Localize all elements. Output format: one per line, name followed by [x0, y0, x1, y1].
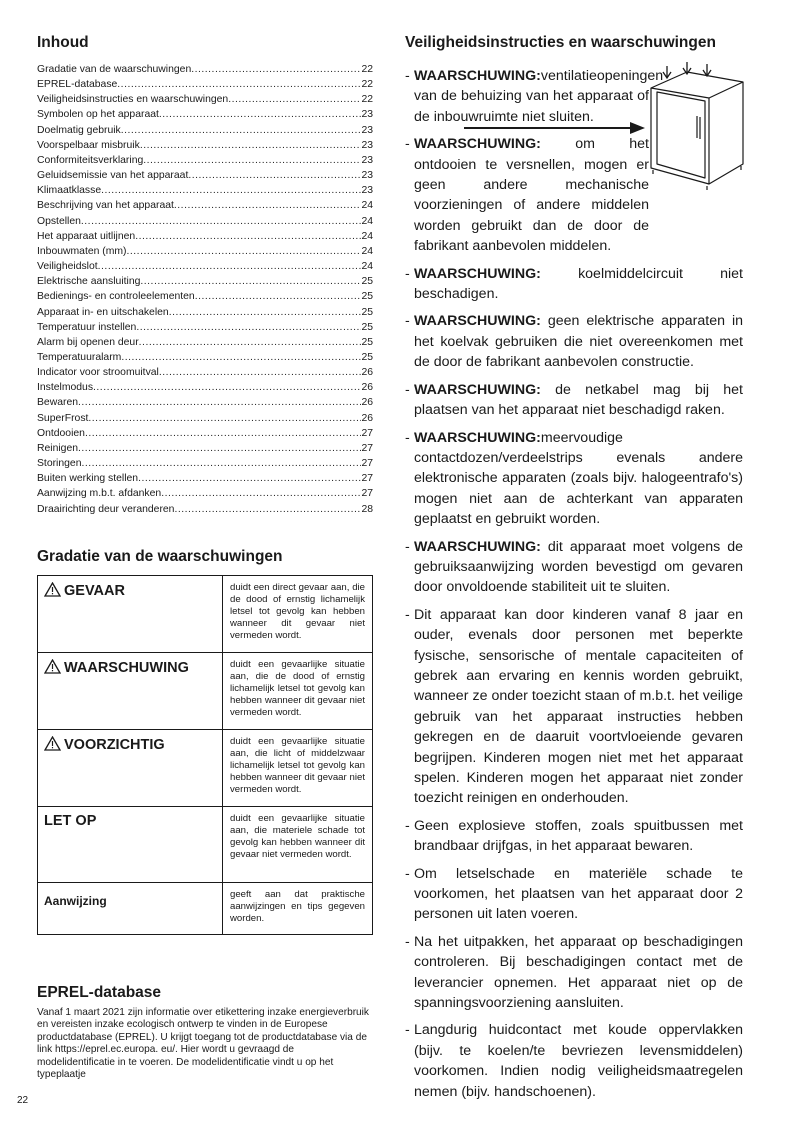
- toc-entry[interactable]: Veiligheidslot ..... 24: [37, 259, 373, 274]
- level-cell: [38, 576, 223, 653]
- item-text: Langdurig huidcontact met koude oppervlakken (bijv. te koelen/te bevriezen levensmiddelen) voorkomen. Indien nodig veiligheidsmaatregelen nemen (bijv. handschoenen).: [414, 1022, 743, 1100]
- level-label: GEVAAR: [64, 583, 125, 599]
- toc-entry[interactable]: Indicator voor stroomuitval ..... 26: [37, 365, 373, 380]
- warning-lead: WAARSCHUWING:: [414, 313, 541, 330]
- item-text: meervoudige contactdozen/verdeelstrips evenals andere elektronische apparaten (zoals bijv. halogeentrafo's) mogen niet aan de achterkant van apparaten geplaatst en gebruikt worden.: [414, 429, 743, 528]
- list-item: - Geen explosieve stoffen, zoals spuitbussen met brandbaar drijfgas, in het apparaat bewaren.: [405, 817, 743, 855]
- toc-entry[interactable]: Elektrische aansluiting ..... 25: [37, 274, 373, 289]
- warning-lead: WAARSCHUWING:: [414, 381, 541, 398]
- toc-entry[interactable]: Voorspelbaar misbruik ..... 23: [37, 138, 373, 153]
- warning-triangle-icon: [44, 659, 61, 674]
- level-description: geeft aan dat praktische aanwijzingen en tips gegeven worden.: [223, 883, 373, 935]
- table-row: [38, 653, 373, 730]
- toc-entry[interactable]: Aanwijzing m.b.t. afdanken ..... 27: [37, 486, 373, 501]
- list-item: - Na het uitpakken, het apparaat op beschadigingen controleren. Bij beschadigingen contact met de leverancier opnemen. Het apparaat niet op de spanningsvoorziening aansluiten.: [405, 933, 743, 1012]
- list-item: - WAARSCHUWING: geen elektrische apparaten in het koelvak gebruiken die niet overeenkomen met de door de fabrikant aanbevolen constructie.: [405, 313, 743, 371]
- eprel-body: Vanaf 1 maart 2021 zijn informatie over etikettering inzake energieverbruik en vereisten inzake ecologisch ontwerp te vinden in de Europese productdatabase (EPREL). U krijgt toegang tot de productdatabase via de link https://eprel.ec.europa. eu/. Hier wordt u gevraagd de modelidentificatie in te voeren. De modelidentificatie vindt u op het typeplaatje: [37, 1007, 369, 1081]
- toc-entry[interactable]: Conformiteitsverklaring ..... 23: [37, 153, 373, 168]
- item-text: om het ontdooien te versnellen, mogen er geen andere mechanische voorzieningen of andere middelen worden gebruikt dan de door de fabrikant aanbevolen middelen.: [414, 136, 649, 255]
- gradation-title: Gradatie van de waarschuwingen: [37, 548, 283, 565]
- item-text: ventilatieopeningen van de behuizing van het apparaat of de inbouwruimte niet sluiten.: [414, 68, 664, 125]
- level-cell: [38, 730, 223, 807]
- warning-lead: WAARSCHUWING:: [414, 265, 541, 282]
- gradation-table: [37, 575, 373, 935]
- safety-title: Veiligheidsinstructies en waarschuwingen: [405, 34, 716, 51]
- toc-entry[interactable]: Ontdooien ..... 27: [37, 426, 373, 441]
- level-label: VOORZICHTIG: [64, 737, 165, 753]
- level-description: duidt een gevaarlijke situatie aan, die licht of middelzwaar lichamelijk letsel tot gevolg kan hebben wanneer dit gevaar niet vermeden wordt.: [223, 730, 373, 807]
- level-description: duidt een direct gevaar aan, die de dood of ernstig lichamelijk letsel tot gevolg kan hebben wanneer dit gevaar niet vermeden wordt.: [223, 576, 373, 653]
- item-text: koelmiddelcircuit niet beschadigen.: [414, 265, 743, 303]
- toc-entry[interactable]: Storingen ..... 27: [37, 456, 373, 471]
- toc-entry[interactable]: Bewaren ..... 26: [37, 395, 373, 410]
- list-item: - WAARSCHUWING:meervoudige contactdozen/verdeelstrips evenals andere elektronische apparaten (zoals bijv. halogeentrafo's) mogen niet aan de achterkant van apparaten geplaatst en gebruikt worden.: [405, 429, 743, 528]
- toc-entry[interactable]: Klimaatklasse ..... 23: [37, 183, 373, 198]
- item-text: geen elektrische apparaten in het koelvak gebruiken die niet overeenkomen met de door de fabrikant aanbevolen constructie.: [414, 313, 743, 371]
- list-item: - Om letselschade en materiële schade te voorkomen, het plaatsen van het apparaat door 2 personen uit laten voeren.: [405, 865, 743, 923]
- arrow-right-icon: [464, 121, 646, 135]
- table-row: [38, 807, 373, 883]
- list-item: - Dit apparaat kan door kinderen vanaf 8 jaar en ouder, evenals door personen met beperkte fysische, sensorische of mentale capaciteiten of gebrek aan ervaring en kennis worden gebruikt, wanneer ze onder toezicht staan of m.b.t. het veilige gebruik van het apparaat instructies hebben gekregen en de daaruit voortvloeiende gevaren begrijpen. Kinderen mogen niet met het apparaat spelen. Kinderen mogen het apparaat niet zonder toezicht reinigen en onderhouden.: [405, 606, 743, 807]
- toc-section: [37, 34, 373, 517]
- item-text: Om letselschade en materiële schade te voorkomen, het plaatsen van het apparaat door 2 personen uit laten voeren.: [414, 865, 743, 923]
- item-text: Dit apparaat kan door kinderen vanaf 8 jaar en ouder, evenals door personen met beperkte fysische, sensorische of mentale capaciteiten of gebrek aan ervaring en kennis worden gebruikt, wanneer ze onder toezicht staan of m.b.t. het veilige gebruik van het apparaat instructies hebben gekregen en de daaruit voortvloeiende gevaren begrijpen. Kinderen mogen niet met het apparaat spelen. Kinderen mogen het apparaat niet zonder toezicht reinigen en onderhouden.: [414, 606, 743, 807]
- fridge-illustration-icon: [647, 60, 747, 192]
- list-item: - Langdurig huidcontact met koude oppervlakken (bijv. te koelen/te bevriezen levensmiddelen) voorkomen. Indien nodig veiligheidsmaatregelen nemen (bijv. handschoenen).: [405, 1022, 743, 1100]
- level-cell: [38, 883, 223, 935]
- table-row: [38, 883, 373, 935]
- level-label: LET OP: [44, 813, 97, 829]
- toc-entry[interactable]: Buiten werking stellen ..... 27: [37, 471, 373, 486]
- level-cell: [38, 807, 223, 883]
- table-row: [38, 730, 373, 807]
- list-item: - WAARSCHUWING: de netkabel mag bij het plaatsen van het apparaat niet beschadigd raken.: [405, 381, 743, 419]
- toc-entry[interactable]: Beschrijving van het apparaat ..... 24: [37, 198, 373, 213]
- safety-list: [405, 66, 743, 1102]
- toc-entry[interactable]: Opstellen ..... 24: [37, 214, 373, 229]
- item-text: dit apparaat moet volgens de gebruiksaanwijzing worden bevestigd om gevaren door onvoldoende stabiliteit uit te sluiten.: [414, 538, 743, 596]
- level-description: duidt een gevaarlijke situatie aan, die de dood of ernstig lichamelijk letsel tot gevolg kan hebben wanneer dit gevaar niet vermeden wordt.: [223, 653, 373, 730]
- level-label: Aanwijzing: [44, 894, 107, 908]
- warning-lead: WAARSCHUWING:: [414, 68, 541, 84]
- level-description: duidt een gevaarlijke situatie aan, die materiele schade tot gevolg kan hebben wanneer dit gevaar niet vermeden wordt.: [223, 807, 373, 883]
- level-label: WAARSCHUWING: [64, 660, 189, 676]
- toc-entry[interactable]: Het apparaat uitlijnen ..... 24: [37, 229, 373, 244]
- toc-title: Inhoud: [37, 34, 89, 51]
- toc-entry[interactable]: Instelmodus ..... 26: [37, 380, 373, 395]
- toc-entry[interactable]: Geluidsemissie van het apparaat ..... 23: [37, 168, 373, 183]
- warning-lead: WAARSCHUWING:: [414, 136, 541, 153]
- toc-entry[interactable]: SuperFrost ..... 26: [37, 411, 373, 426]
- list-item: - WAARSCHUWING:ventilatieopeningen van de behuizing van het apparaat of de inbouwruimte niet sluiten.: [405, 68, 664, 125]
- toc-entry[interactable]: Symbolen op het apparaat ..... 23: [37, 107, 373, 122]
- toc-entry[interactable]: Reinigen ..... 27: [37, 441, 373, 456]
- warning-triangle-icon: [44, 736, 61, 751]
- warning-triangle-icon: [44, 582, 61, 597]
- list-item: - WAARSCHUWING: om het ontdooien te versnellen, mogen er geen andere mechanische voorzieningen of andere middelen worden gebruikt dan de door de fabrikant aanbevolen middelen.: [405, 136, 649, 255]
- table-row: [38, 576, 373, 653]
- toc-entry[interactable]: Gradatie van de waarschuwingen ..... 22: [37, 62, 373, 77]
- toc-entry[interactable]: Inbouwmaten (mm) ..... 24: [37, 244, 373, 259]
- eprel-title: EPREL-database: [37, 984, 162, 1001]
- warning-lead: WAARSCHUWING:: [414, 538, 541, 555]
- toc-entry[interactable]: Temperatuuralarm ..... 25: [37, 350, 373, 365]
- toc-entry[interactable]: Apparaat in- en uitschakelen ..... 25: [37, 305, 373, 320]
- toc-entry[interactable]: Bedienings- en controleelementen ..... 25: [37, 289, 373, 304]
- safety-section: [405, 34, 743, 1109]
- item-text: Na het uitpakken, het apparaat op beschadigingen controleren. Bij beschadigingen contact met de leverancier opnemen. Het apparaat niet op de spanningsvoorziening aansluiten.: [414, 933, 743, 1012]
- warning-lead: WAARSCHUWING:: [414, 429, 541, 446]
- list-item: - WAARSCHUWING: dit apparaat moet volgens de gebruiksaanwijzing worden bevestigd om gevaren door onvoldoende stabiliteit uit te sluiten.: [405, 538, 743, 596]
- list-item: - WAARSCHUWING: koelmiddelcircuit niet beschadigen.: [405, 265, 743, 303]
- item-text: de netkabel mag bij het plaatsen van het apparaat niet beschadigd raken.: [414, 381, 743, 419]
- toc-entry[interactable]: Doelmatig gebruik ..... 23: [37, 123, 373, 138]
- toc-list: [37, 62, 373, 517]
- toc-entry[interactable]: EPREL-database ..... 22: [37, 77, 373, 92]
- level-cell: [38, 653, 223, 730]
- item-text: Geen explosieve stoffen, zoals spuitbussen met brandbaar drijfgas, in het apparaat bewaren.: [414, 817, 743, 855]
- toc-entry[interactable]: Temperatuur instellen ..... 25: [37, 320, 373, 335]
- toc-entry[interactable]: Veiligheidsinstructies en waarschuwingen ..... 22: [37, 92, 373, 107]
- toc-entry[interactable]: Draairichting deur veranderen ..... 28: [37, 502, 373, 517]
- toc-entry[interactable]: Alarm bij openen deur ..... 25: [37, 335, 373, 350]
- page-number: 22: [17, 1095, 29, 1106]
